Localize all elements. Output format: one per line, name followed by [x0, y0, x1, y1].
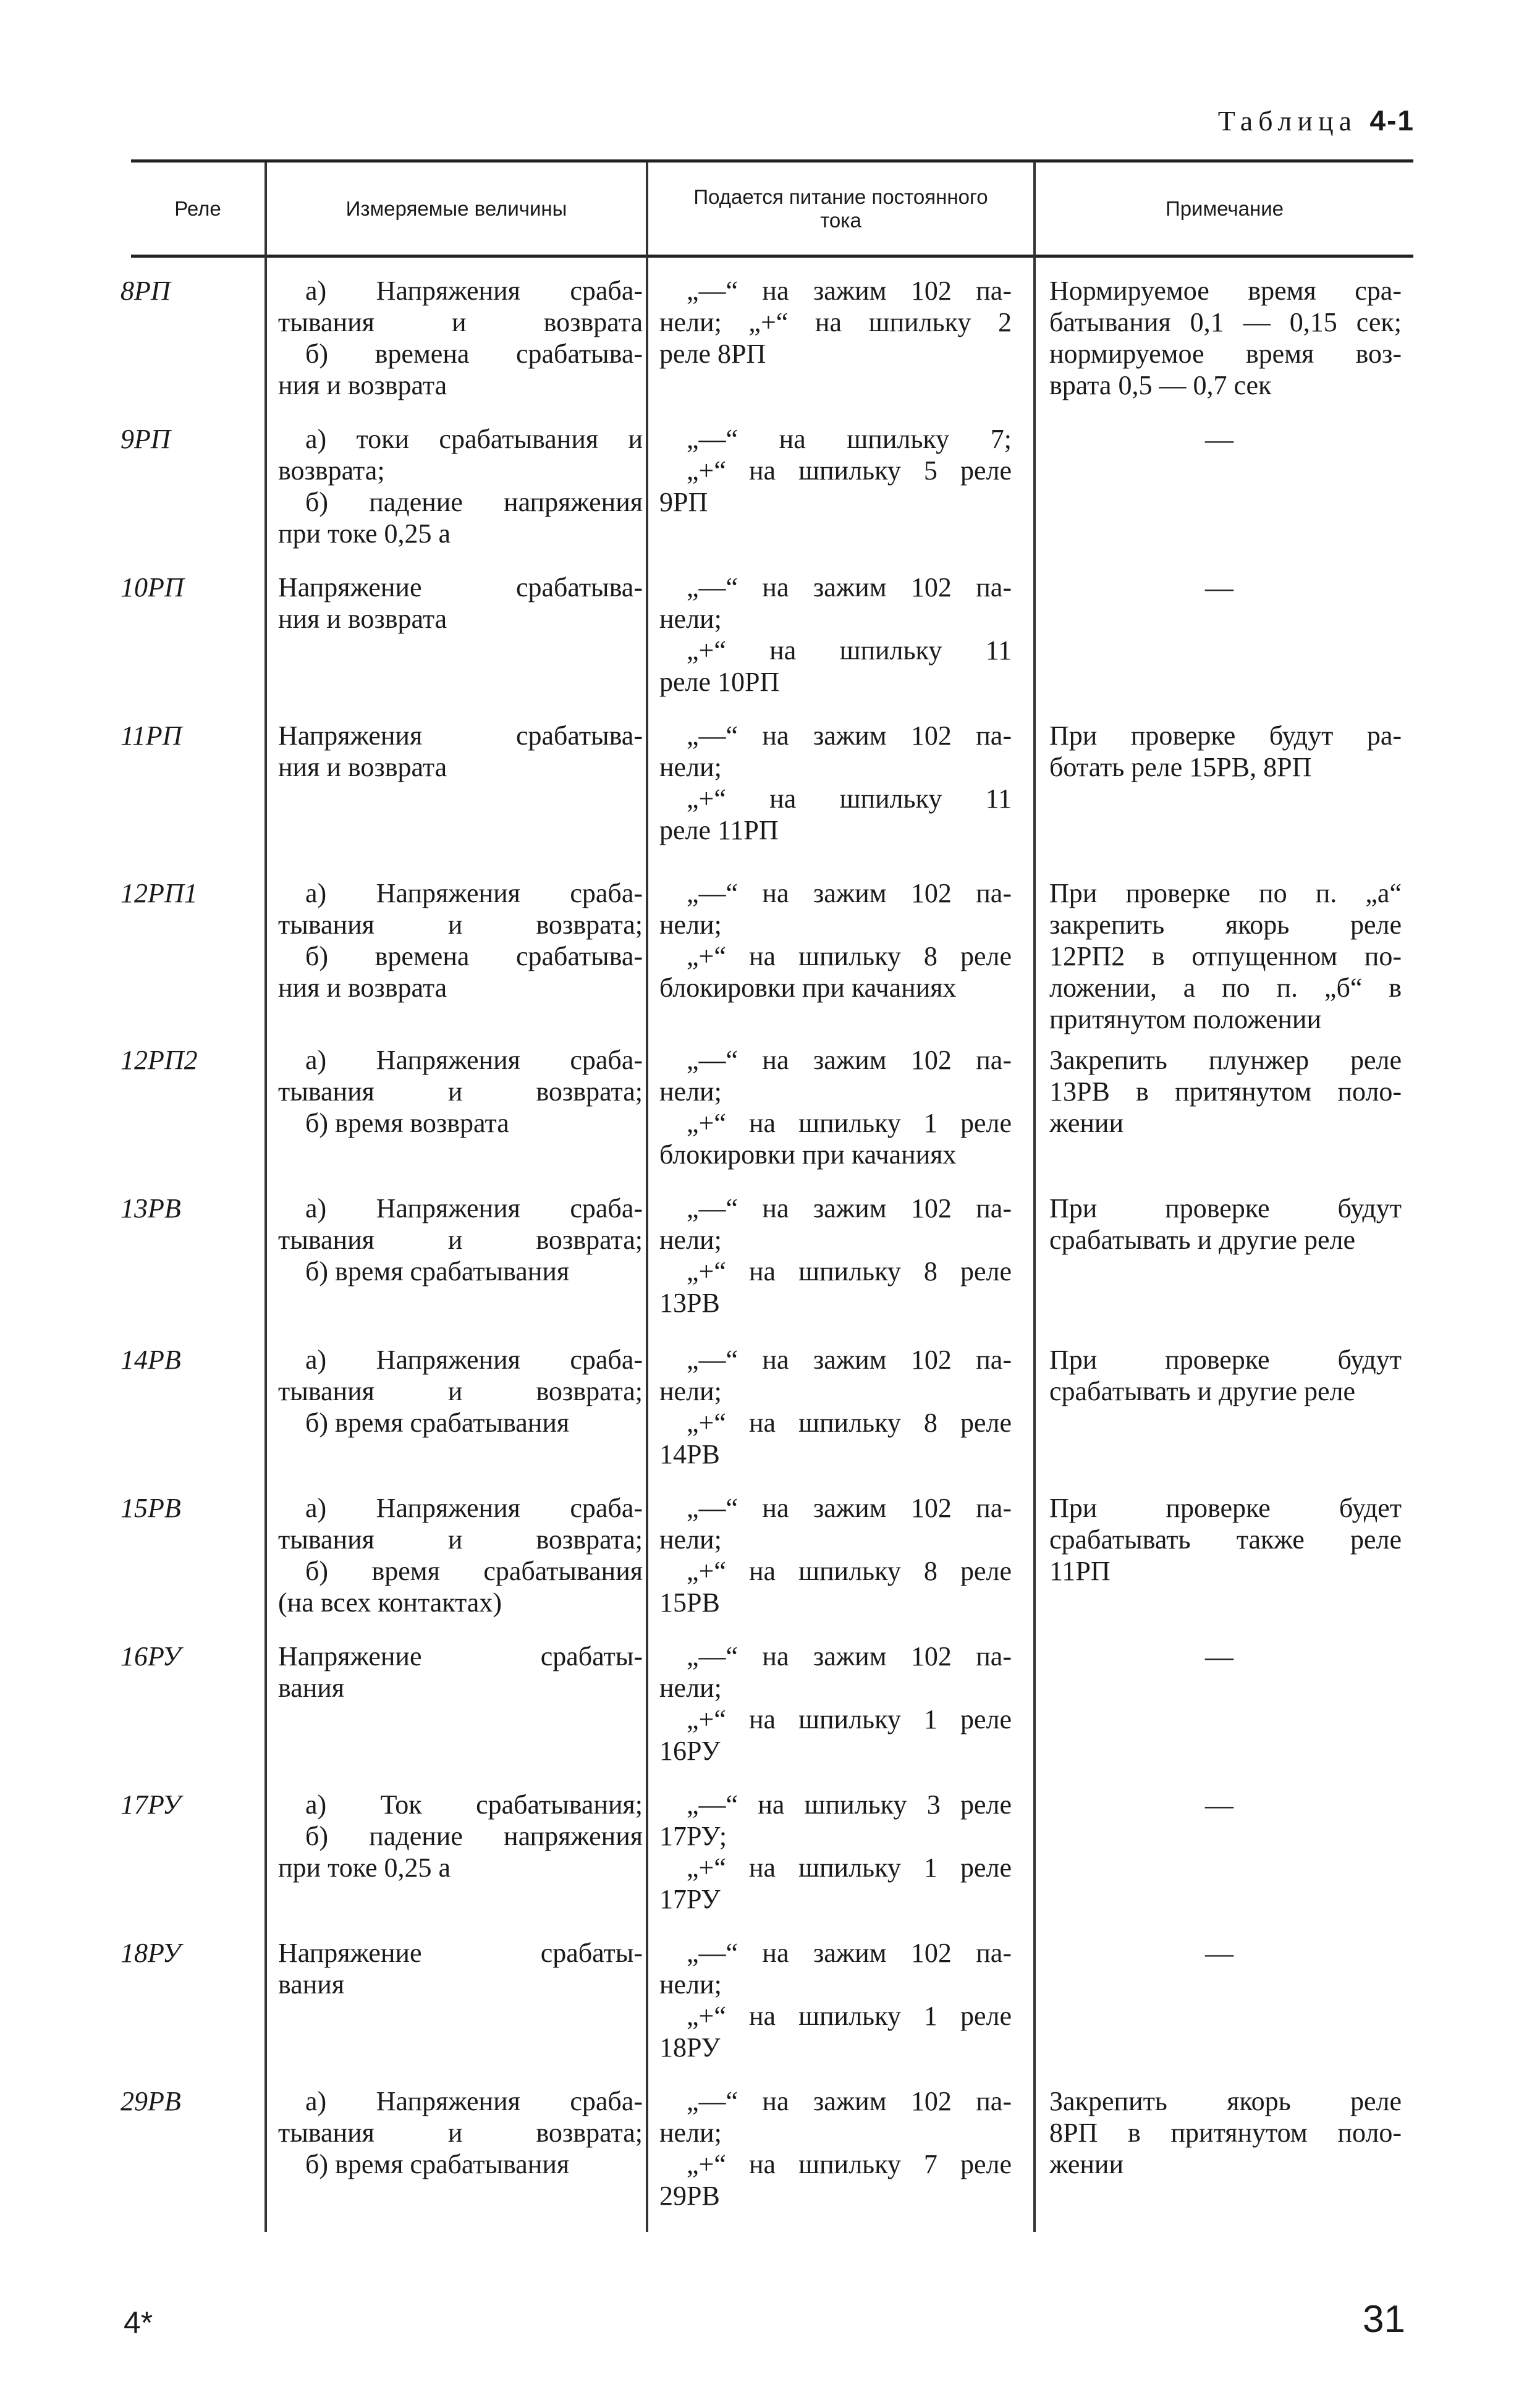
table-header-rule [131, 255, 1413, 258]
power-line: нели; [659, 2118, 722, 2148]
cell-power [659, 720, 1012, 846]
measured-line: б) время срабатывания [305, 1408, 570, 1438]
power-line: „+“ на шпильку 11 [687, 784, 1012, 814]
power-line: блокировки при качаниях [659, 1139, 957, 1170]
measured-line: а) Напряжения сраба- [305, 1493, 643, 1523]
measured-line: Напряжение срабатыва- [278, 572, 643, 602]
measured-line: вания [278, 1969, 345, 2000]
power-line: „+“ на шпильку 8 реле [687, 1408, 1012, 1438]
cell-note [1049, 1641, 1402, 1672]
power-line: нели; [659, 1969, 722, 2000]
cell-relay: 12РП1 [121, 878, 198, 908]
measured-line: Напряжение срабаты- [278, 1938, 643, 1968]
note-line: ложении, а по п. „б“ в [1049, 973, 1402, 1003]
cell-note [1049, 1937, 1402, 1969]
measured-line: б) время срабатывания [305, 1256, 570, 1286]
column-divider-3 [1033, 162, 1036, 2232]
cell-measured [278, 1044, 643, 1139]
cell-measured [278, 877, 643, 1003]
measured-line: тывания и возврата; [278, 910, 643, 940]
cell-power [659, 1044, 1012, 1170]
measured-line: (на всех контактах) [278, 1587, 502, 1618]
power-line: 13РВ [659, 1288, 720, 1318]
cell-measured [278, 1492, 643, 1618]
cell-note [1049, 2085, 1402, 2180]
power-line: реле 11РП [659, 815, 779, 845]
note-line: Закрепить плунжер реле [1049, 1045, 1402, 1075]
power-line: 18РУ [659, 2032, 721, 2063]
measured-line: а) Напряжения сраба- [305, 1345, 643, 1375]
power-line: 29РВ [659, 2181, 720, 2211]
note-line: 8РП в притянутом поло- [1049, 2118, 1402, 2148]
note-line: При проверке будет [1049, 1493, 1402, 1523]
cell-power [659, 1193, 1012, 1319]
power-line: 14РВ [659, 1439, 720, 1469]
header-measured: Измеряемые величины [345, 197, 567, 221]
measured-line: б) падение напряжения [305, 1821, 643, 1851]
power-line: нели; [659, 1376, 722, 1406]
power-line: „+“ на шпильку 11 [687, 635, 1012, 665]
cell-measured [278, 572, 643, 635]
cell-note [1049, 720, 1402, 783]
measured-line: б) времена срабатыва- [305, 339, 643, 369]
cell-measured [278, 423, 643, 549]
power-line: 9РП [659, 487, 708, 517]
power-line: „—“ на зажим 102 па- [687, 2086, 1012, 2116]
note-line: 11РП [1049, 1556, 1111, 1586]
note-line: — [1205, 1789, 1234, 1820]
cell-note [1049, 1193, 1402, 1256]
note-line: — [1205, 1937, 1234, 1969]
cell-relay: 12РП2 [121, 1045, 198, 1075]
note-line: срабатывать и другие реле [1049, 1376, 1355, 1406]
header-relay: Реле [174, 197, 221, 221]
note-line: притянутом положении [1049, 1004, 1321, 1034]
measured-line: при токе 0,25 а [278, 518, 451, 549]
power-line: „+“ на шпильку 8 реле [687, 1556, 1012, 1586]
power-line: „—“ на зажим 102 па- [687, 1345, 1012, 1375]
signature-mark: 4* [124, 2305, 153, 2340]
cell-power [659, 1641, 1012, 1767]
measured-line: ния и возврата [278, 973, 447, 1003]
note-line: нормируемое время воз- [1049, 339, 1402, 369]
power-line: нели; [659, 1076, 722, 1107]
cell-measured [278, 1641, 643, 1704]
cell-note [1049, 572, 1402, 603]
cell-power [659, 1492, 1012, 1618]
power-line: реле 8РП [659, 339, 766, 369]
cell-relay: 16РУ [121, 1641, 181, 1671]
power-line: нели; [659, 604, 722, 634]
column-divider-2 [646, 162, 648, 2232]
measured-line: тывания и возврата; [278, 1076, 643, 1107]
power-line: блокировки при качаниях [659, 973, 957, 1003]
note-line: срабатывать также реле [1049, 1524, 1402, 1555]
measured-line: Напряжения срабатыва- [278, 720, 643, 751]
note-line: При проверке будут [1049, 1193, 1402, 1223]
measured-line: вания [278, 1673, 345, 1703]
power-line: „—“ на зажим 102 па- [687, 572, 1012, 602]
cell-power [659, 423, 1012, 518]
measured-line: а) Ток срабатывания; [305, 1789, 643, 1820]
cell-note [1049, 1044, 1402, 1139]
measured-line: а) Напряжения сраба- [305, 276, 643, 306]
cell-power [659, 877, 1012, 1003]
power-line: нели; [659, 752, 722, 782]
power-line: „—“ на зажим 102 па- [687, 1493, 1012, 1523]
cell-measured [278, 2085, 643, 2180]
cell-relay: 8РП [121, 276, 171, 306]
power-line: 16РУ [659, 1736, 721, 1766]
table-caption-word: Таблица [1217, 105, 1358, 137]
power-line: „+“ на шпильку 8 реле [687, 941, 1012, 971]
cell-relay: 11РП [121, 720, 182, 751]
cell-relay: 13РВ [121, 1193, 181, 1223]
note-line: батывания 0,1 — 0,15 сек; [1049, 307, 1402, 337]
power-line: „—“ на зажим 102 па- [687, 1193, 1012, 1223]
power-line: „+“ на шпильку 7 реле [687, 2149, 1012, 2179]
measured-line: Напряжение срабаты- [278, 1641, 643, 1671]
note-line: ботать реле 15РВ, 8РП [1049, 752, 1312, 782]
header-power [648, 166, 1033, 252]
measured-line: а) Напряжения сраба- [305, 2086, 643, 2116]
note-line: Закрепить якорь реле [1049, 2086, 1402, 2116]
measured-line: тывания и возврата; [278, 1524, 643, 1555]
power-line: „—“ на зажим 102 па- [687, 276, 1012, 306]
note-line: — [1205, 572, 1234, 603]
power-line: нели; [659, 910, 722, 940]
power-line: „+“ на шпильку 5 реле [687, 455, 1012, 486]
power-line: „+“ на шпильку 1 реле [687, 1108, 1012, 1138]
cell-power [659, 275, 1012, 370]
power-line: 17РУ; [659, 1821, 727, 1851]
cell-note [1049, 275, 1402, 401]
power-line: „+“ на шпильку 1 реле [687, 2001, 1012, 2031]
cell-relay: 18РУ [121, 1938, 181, 1968]
measured-line: тывания и возврата; [278, 1225, 643, 1255]
table-caption-number: 4-1 [1369, 104, 1415, 137]
measured-line: б) время срабатывания [305, 1556, 643, 1586]
power-line: „+“ на шпильку 1 реле [687, 1852, 1012, 1883]
measured-line: а) Напряжения сраба- [305, 878, 643, 908]
cell-relay: 17РУ [121, 1789, 181, 1820]
cell-note [1049, 1344, 1402, 1407]
power-line: нели; „+“ на шпильку 2 [659, 307, 1012, 337]
measured-line: ния и возврата [278, 752, 447, 782]
note-line: жении [1049, 2149, 1124, 2179]
power-line: „—“ на шпильку 3 реле [687, 1789, 1012, 1820]
note-line: При проверке будут ра- [1049, 720, 1402, 751]
column-divider-1 [265, 162, 267, 2232]
power-line: 15РВ [659, 1587, 720, 1618]
cell-measured [278, 275, 643, 401]
cell-measured [278, 1789, 643, 1883]
power-line: „—“ на зажим 102 па- [687, 1641, 1012, 1671]
table-caption [1218, 104, 1415, 137]
power-line: „+“ на шпильку 1 реле [687, 1704, 1012, 1734]
cell-relay: 29РВ [121, 2086, 181, 2116]
cell-note [1049, 423, 1402, 455]
header-power-line2: тока [820, 209, 861, 232]
measured-line: возврата; [278, 455, 385, 486]
cell-measured [278, 1937, 643, 2000]
measured-line: тывания и возврата; [278, 1376, 643, 1406]
measured-line: а) токи срабатывания и [305, 424, 643, 454]
cell-note [1049, 1492, 1402, 1587]
power-line: „—“ на зажим 102 па- [687, 878, 1012, 908]
measured-line: ния и возврата [278, 370, 447, 400]
measured-line: тывания и возврата; [278, 2118, 643, 2148]
page-number: 31 [1363, 2298, 1405, 2341]
cell-note [1049, 1789, 1402, 1820]
header-note: Примечание [1165, 197, 1284, 221]
measured-line: б) падение напряжения [305, 487, 643, 517]
power-line: реле 10РП [659, 667, 780, 697]
note-line: жении [1049, 1108, 1124, 1138]
measured-line: а) Напряжения сраба- [305, 1193, 643, 1223]
power-line: нели; [659, 1673, 722, 1703]
measured-line: ния и возврата [278, 604, 447, 634]
power-line: нели; [659, 1524, 722, 1555]
cell-power [659, 2085, 1012, 2212]
power-line: 17РУ [659, 1884, 721, 1914]
cell-measured [278, 1344, 643, 1438]
cell-relay: 15РВ [121, 1493, 181, 1523]
cell-measured [278, 720, 643, 783]
power-line: нели; [659, 1225, 722, 1255]
note-line: закрепить якорь реле [1049, 910, 1402, 940]
power-line: „—“ на зажим 102 па- [687, 1938, 1012, 1968]
measured-line: при токе 0,25 а [278, 1852, 451, 1883]
power-line: „+“ на шпильку 8 реле [687, 1256, 1012, 1286]
note-line: При проверке по п. „а“ [1049, 878, 1402, 908]
cell-measured [278, 1193, 643, 1287]
header-power-line1: Подается питание постоянного [693, 185, 988, 209]
cell-relay: 9РП [121, 424, 171, 454]
note-line: 13РВ в притянутом поло- [1049, 1076, 1402, 1107]
cell-relay: 10РП [121, 572, 184, 602]
table-top-rule [131, 159, 1413, 163]
power-line: „—“ на зажим 102 па- [687, 720, 1012, 751]
cell-power [659, 1937, 1012, 2063]
cell-relay: 14РВ [121, 1345, 181, 1375]
note-line: срабатывать и другие реле [1049, 1225, 1355, 1255]
measured-line: б) времена срабатыва- [305, 941, 643, 971]
note-line: 12РП2 в отпущенном по- [1049, 941, 1402, 971]
note-line: При проверке будут [1049, 1345, 1402, 1375]
note-line: — [1205, 1641, 1234, 1672]
note-line: Нормируемое время сра- [1049, 276, 1402, 306]
note-line: — [1205, 423, 1234, 455]
measured-line: а) Напряжения сраба- [305, 1045, 643, 1075]
power-line: „—“ на зажим 102 па- [687, 1045, 1012, 1075]
cell-power [659, 1789, 1012, 1915]
power-line: „—“ на шпильку 7; [687, 424, 1012, 454]
measured-line: б) время возврата [305, 1108, 509, 1138]
cell-power [659, 1344, 1012, 1470]
cell-power [659, 572, 1012, 698]
measured-line: тывания и возврата [278, 307, 643, 337]
cell-note [1049, 877, 1402, 1035]
measured-line: б) время срабатывания [305, 2149, 570, 2179]
note-line: врата 0,5 — 0,7 сек [1049, 370, 1272, 400]
